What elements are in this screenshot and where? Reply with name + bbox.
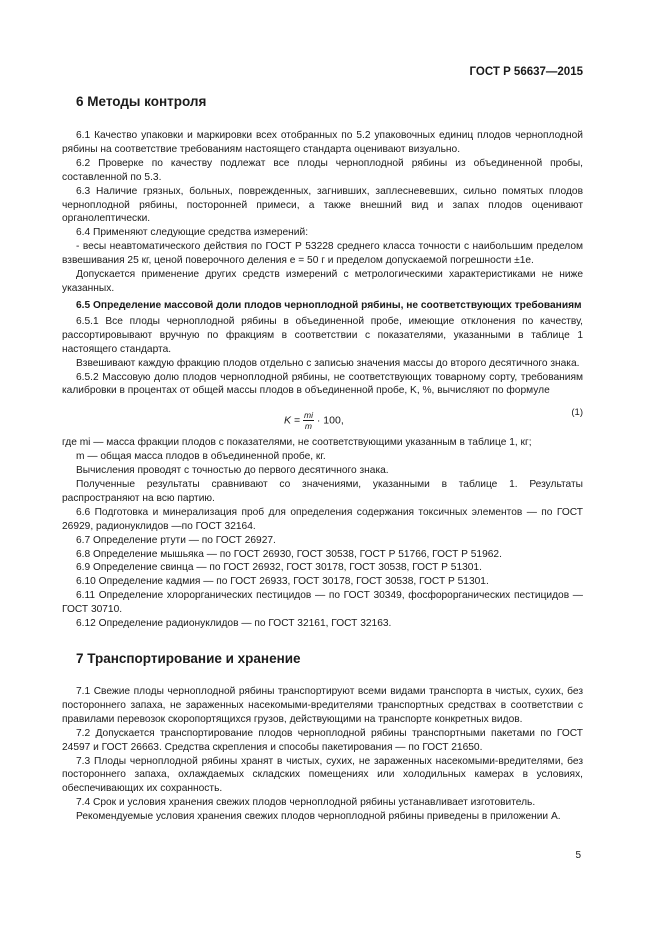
paragraph-6-5-1b: Взвешивают каждую фракцию плодов отдельно с записью значения массы до второго десятичного знака. [76, 357, 580, 369]
formula-lhs: K = [284, 414, 301, 427]
paragraph-6-4-note: Допускается применение других средств измерений с метрологическими характеристиками не ниже указанных. [62, 269, 583, 294]
paragraph-6-10: 6.10 Определение кадмия — по ГОСТ 26933, ГОСТ 30178, ГОСТ 30538, ГОСТ Р 51301. [76, 576, 489, 588]
paragraph-6-3: 6.3 Наличие грязных, больных, поврежденных, загнивших, заплесневевших, сильно помятых плодов черноплодной рябины, посторонней примеси, а также внешний вид и запах плодов оценивают органолептически. [62, 185, 583, 225]
paragraph-6-4: 6.4 Применяют следующие средства измерений: [76, 227, 309, 239]
formula-rhs: · 100, [316, 414, 344, 427]
calc-note-1: Вычисления проводят с точностью до первого десятичного знака. [76, 465, 389, 477]
page-content [62, 94, 583, 824]
document-id: ГОСТ Р 56637—2015 [469, 66, 583, 78]
heading-6-5: 6.5 Определение массовой доли плодов черноплодной рябины, не соответствующих требованиям [76, 299, 582, 311]
where-line-1: где mi — масса фракции плодов с показателями, не соответствующими указанным в таблице 1, кг; [62, 437, 532, 449]
paragraph-6-5-2: 6.5.2 Массовую долю плодов черноплодной рябины, не соответствующих товарному сорту, требованиям калибровки в процентах от общей массы плодов в объединенной пробе, K, %, вычисляют по формуле [62, 371, 583, 397]
paragraph-6-9: 6.9 Определение свинца — по ГОСТ 26932, ГОСТ 30178, ГОСТ 30538, ГОСТ Р 51301. [76, 562, 482, 574]
paragraph-7-3: 7.3 Плоды черноплодной рябины хранят в чистых, сухих, не зараженных насекомыми-вредителями, без постороннего запаха, охлаждаемых складских помещениях или холодильных камерах в условиях, обеспечивающих их сохранность. [62, 755, 583, 795]
paragraph-7-4: 7.4 Срок и условия хранения свежих плодов черноплодной рябины устанавливает изготовитель. [76, 797, 536, 809]
calc-note-2: Полученные результаты сравнивают со значениями, указанными в таблице 1. Результаты распространяют на всю партию. [62, 479, 583, 504]
paragraph-6-6: 6.6 Подготовка и минерализация проб для определения содержания токсичных элементов — по ГОСТ 26929, радионуклидов —по ГОСТ 32164. [62, 506, 583, 532]
formula-denominator: m [304, 421, 313, 432]
paragraph-6-8: 6.8 Определение мышьяка — по ГОСТ 26930, ГОСТ 30538, ГОСТ Р 51766, ГОСТ Р 51962. [76, 548, 502, 560]
paragraph-6-5-1: 6.5.1 Все плоды черноплодной рябины в объединенной пробе, имеющие отклонения по качеству, рассортировывают вручную по фракциям в соответствии с показателями, указанными в таблице 1 настоящего стандарта. [62, 315, 583, 355]
section-6-title: 6 Методы контроля [76, 94, 207, 109]
formula-numerator: mi [303, 410, 313, 421]
section-7-title: 7 Транспортирование и хранение [76, 651, 301, 666]
paragraph-6-11: 6.11 Определение хлорорганических пестицидов — по ГОСТ 30349, фосфорорганических пестицидов — ГОСТ 30710. [62, 590, 583, 616]
paragraph-6-7: 6.7 Определение ртути — по ГОСТ 26927. [76, 534, 276, 546]
formula-number: (1) [571, 407, 583, 419]
paragraph-7-4b: Рекомендуемые условия хранения свежих плодов черноплодной рябины приведены в приложении А. [76, 811, 561, 823]
paragraph-6-12: 6.12 Определение радионуклидов — по ГОСТ 32161, ГОСТ 32163. [76, 618, 392, 630]
formula-fraction [303, 410, 314, 431]
paragraph-6-1: 6.1 Качество упаковки и маркировки всех отобранных по 5.2 упаковочных единиц плодов черноплодной рябины на соответствие требованиям настоящего стандарта оценивают визуально. [62, 130, 583, 155]
paragraph-7-1: 7.1 Свежие плоды черноплодной рябины транспортируют всеми видами транспорта в чистых, сухих, без постороннего запаха, не зараженных насекомыми-вредителями транспортных средствах в соответствии с правилами перевозок скоропортящихся грузов, действующими на транспорте конкретных видов. [62, 686, 583, 725]
paragraph-7-2: 7.2 Допускается транспортирование плодов черноплодной рябины транспортными пакетами по ГОСТ 24597 и ГОСТ 26663. Средства скрепления и способы пакетирования — по ГОСТ 21650. [62, 727, 583, 753]
formula-1 [62, 404, 583, 434]
formula-expression [284, 410, 344, 431]
paragraph-6-4-item: - весы неавтоматического действия по ГОСТ Р 53228 среднего класса точности с наибольшим пределом взвешивания 25 кг, ценой поверочного деления e = 50 г и пределом допускаемой погрешности ±1e. [62, 241, 583, 267]
page-number: 5 [575, 850, 581, 861]
paragraph-6-2: 6.2 Проверке по качеству подлежат все плоды черноплодной рябины из объединенной пробы, составленной по 5.3. [62, 157, 583, 183]
where-line-2: m — общая масса плодов в объединенной пробе, кг. [76, 451, 326, 463]
